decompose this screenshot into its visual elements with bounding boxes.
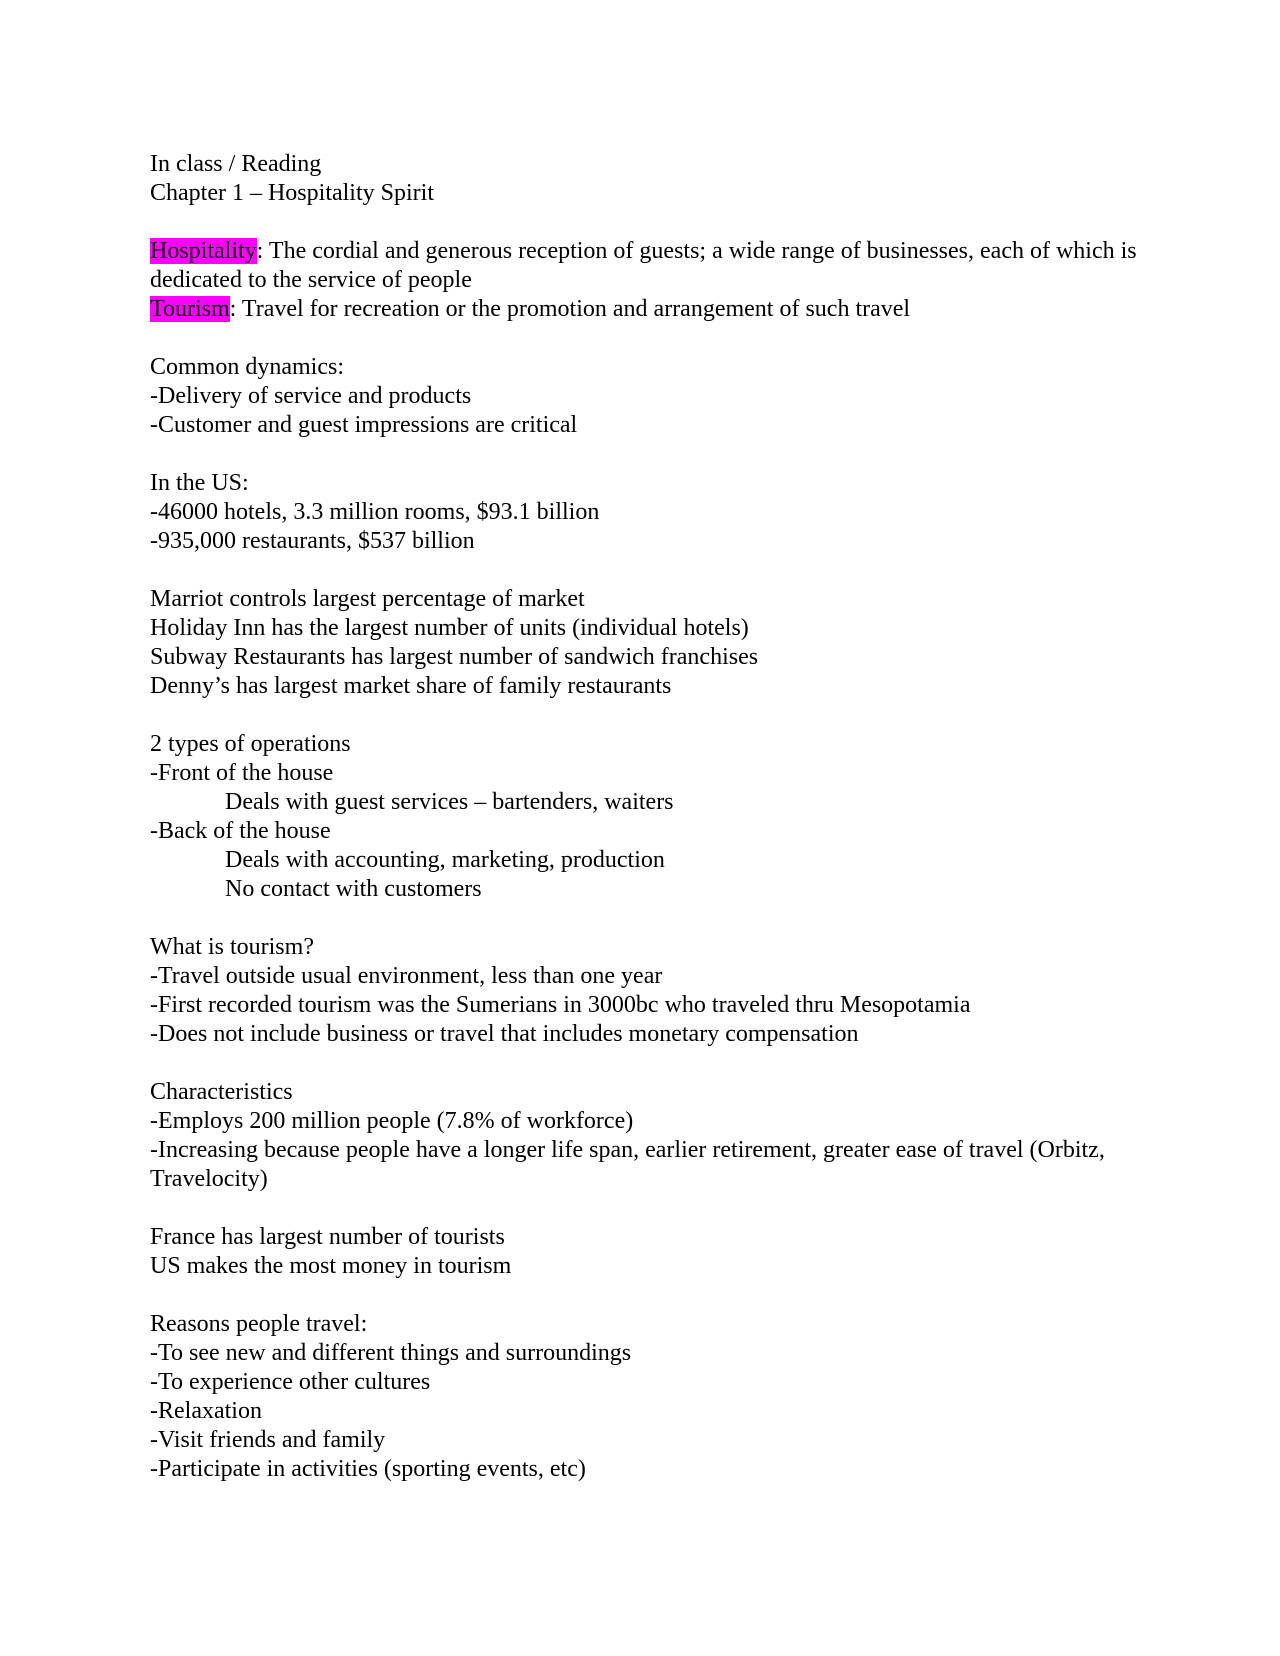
blank-line bbox=[150, 440, 1140, 469]
document-body bbox=[150, 150, 1140, 1484]
list-item: -First recorded tourism was the Sumerians in 3000bc who traveled thru Mesopotamia bbox=[150, 992, 971, 1018]
list-item: -Increasing because people have a longer life span, earlier retirement, greater ease of travel (Orbitz, Travelocity) bbox=[150, 1137, 1105, 1192]
section-heading-operations: 2 types of operations bbox=[150, 731, 351, 757]
list-item: France has largest number of tourists bbox=[150, 1224, 505, 1250]
blank-line bbox=[150, 1194, 1140, 1223]
list-item: -Visit friends and family bbox=[150, 1427, 386, 1453]
blank-line bbox=[150, 1281, 1140, 1310]
list-item: -To see new and different things and surroundings bbox=[150, 1340, 632, 1366]
blank-line bbox=[150, 904, 1140, 933]
list-item: -Travel outside usual environment, less than one year bbox=[150, 963, 663, 989]
definition-hospitality bbox=[150, 237, 1140, 295]
list-item: Holiday Inn has the largest number of units (individual hotels) bbox=[150, 615, 749, 641]
chapter-title: Chapter 1 – Hospitality Spirit bbox=[150, 180, 434, 206]
list-item: Subway Restaurants has largest number of sandwich franchises bbox=[150, 644, 759, 670]
list-item: Denny’s has largest market share of family restaurants bbox=[150, 673, 672, 699]
list-item: -Back of the house bbox=[150, 818, 331, 844]
list-item: Marriot controls largest percentage of market bbox=[150, 586, 585, 612]
section-heading-what-is-tourism: What is tourism? bbox=[150, 934, 314, 960]
blank-line bbox=[150, 324, 1140, 353]
section-heading-us: In the US: bbox=[150, 470, 249, 496]
section-heading-common-dynamics: Common dynamics: bbox=[150, 354, 344, 380]
list-item: -Front of the house bbox=[150, 760, 334, 786]
definition-text-tourism: : Travel for recreation or the promotion and arrangement of such travel bbox=[229, 296, 911, 322]
list-item: -Does not include business or travel that includes monetary compensation bbox=[150, 1021, 859, 1047]
list-item: -To experience other cultures bbox=[150, 1369, 431, 1395]
highlighted-term-tourism: Tourism bbox=[150, 296, 230, 322]
list-item: -Delivery of service and products bbox=[150, 383, 472, 409]
list-item: -Customer and guest impressions are critical bbox=[150, 412, 578, 438]
list-item-detail: No contact with customers bbox=[225, 876, 482, 902]
list-item: -935,000 restaurants, $537 billion bbox=[150, 528, 475, 554]
list-item: US makes the most money in tourism bbox=[150, 1253, 512, 1279]
blank-line bbox=[150, 556, 1140, 585]
list-item: -Participate in activities (sporting events, etc) bbox=[150, 1456, 586, 1482]
section-heading-characteristics: Characteristics bbox=[150, 1079, 293, 1105]
list-item-detail: Deals with guest services – bartenders, waiters bbox=[225, 789, 674, 815]
list-item: -Relaxation bbox=[150, 1398, 262, 1424]
definition-text-hospitality: : The cordial and generous reception of guests; a wide range of businesses, each of which is dedicated to the service of people bbox=[150, 238, 1137, 293]
header-line-1: In class / Reading bbox=[150, 151, 322, 177]
section-heading-reasons: Reasons people travel: bbox=[150, 1311, 368, 1337]
list-item: -46000 hotels, 3.3 million rooms, $93.1 billion bbox=[150, 499, 600, 525]
highlighted-term-hospitality: Hospitality bbox=[150, 238, 257, 264]
blank-line bbox=[150, 701, 1140, 730]
list-item: -Employs 200 million people (7.8% of workforce) bbox=[150, 1108, 634, 1134]
blank-line bbox=[150, 1049, 1140, 1078]
list-item-detail: Deals with accounting, marketing, production bbox=[225, 847, 665, 873]
definition-tourism bbox=[150, 295, 1140, 324]
blank-line bbox=[150, 208, 1140, 237]
